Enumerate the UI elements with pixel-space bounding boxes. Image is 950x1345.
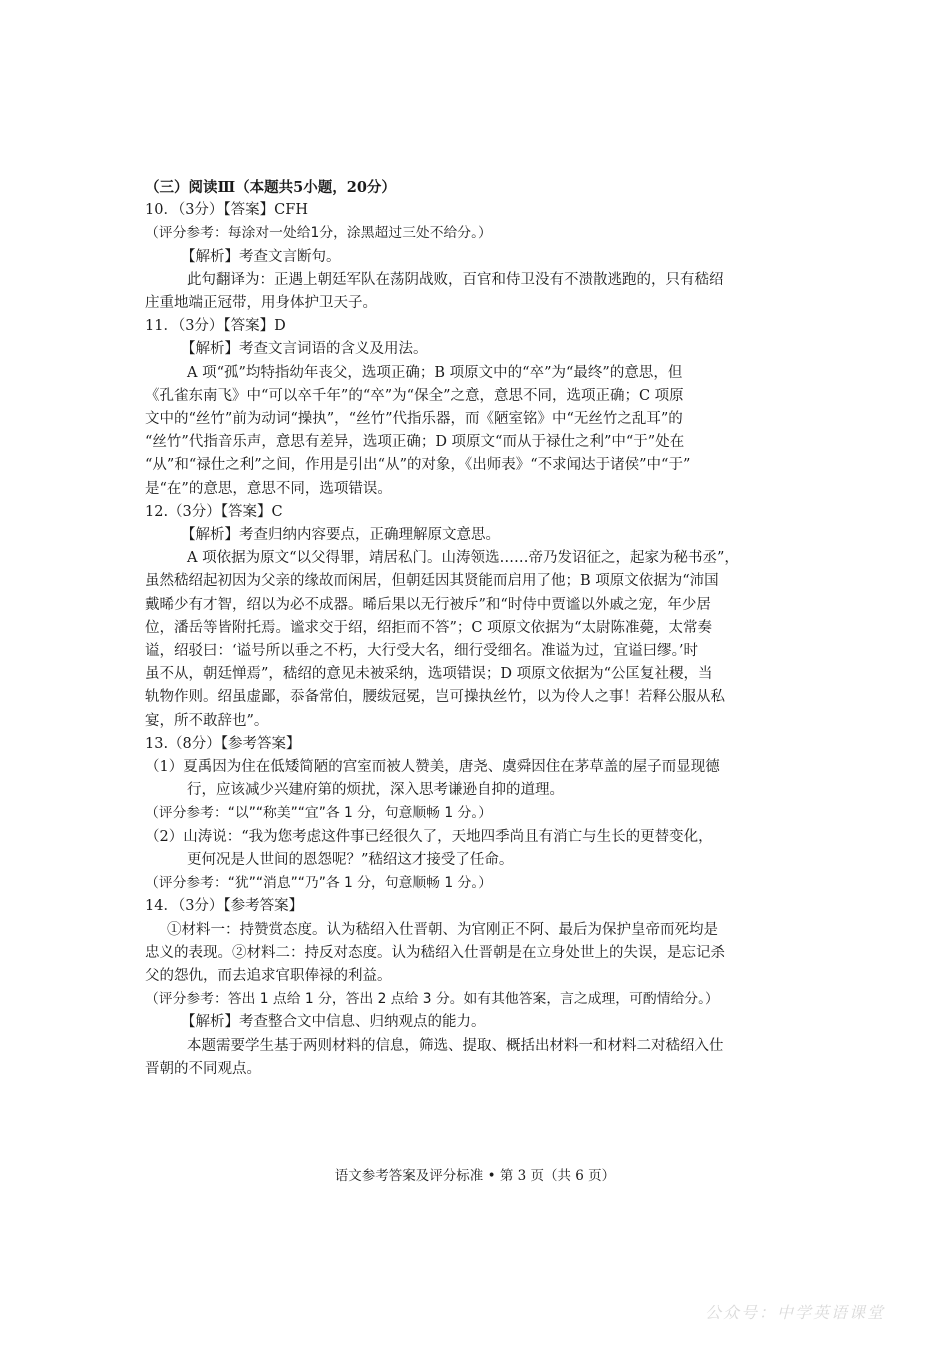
q13-scoring1: （评分参考：“以”“称美”“宜”各 1 分，句意顺畅 1 分。） (145, 805, 493, 822)
watermark: 公众号：中学英语课堂 (704, 1303, 885, 1322)
q12-line: 虽然嵇绍起初因为父亲的缘故而闲居，但朝廷因其贤能而启用了他；B 项原文依据为“沛国 (145, 573, 719, 590)
q11-line: “从”和“禄仕之利”之间，作用是引出“从”的对象，《出师表》“不求闻达于诸侯”中“于” (145, 457, 691, 474)
q10-line: 此句翻译为：正遇上朝廷军队在荡阴战败，百官和侍卫没有不溃散逃跑的，只有嵇绍 (187, 271, 724, 288)
q13-item2-line: （2）山涛说：“我为您考虑这件事已经很久了，天地四季尚且有消亡与生长的更替变化， (145, 828, 713, 845)
q13-item1-line: 行，应该减少兴建府第的烦扰，深入思考谦逊自抑的道理。 (187, 782, 564, 799)
q11-line: 是“在”的意思，意思不同，选项错误。 (145, 480, 392, 497)
q10-scoring: （评分参考：每涂对一处给1分，涂黑超过三处不给分。） (145, 225, 492, 242)
q14-tail-line: 本题需要学生基于两则材料的信息，筛选、提取、概括出材料一和材料二对嵇绍入仕 (187, 1037, 724, 1054)
q12-line: 轨物作则。绍虽虚鄙，忝备常伯，腰绂冠冕，岂可操执丝竹，以为伶人之事！若释公服从私 (145, 689, 725, 706)
q11-line: A 项“孤”均特指幼年丧父，选项正确；B 项原文中的“卒”为“最终”的意思，但 (187, 364, 683, 381)
page-footer: 语文参考答案及评分标准 • 第 3 页（共 6 页） (334, 1168, 616, 1184)
q12-line: 位，潘岳等皆附托焉。谧求交于绍，绍拒而不答”；C 项原文依据为“太尉陈准薨，太常奏 (145, 619, 713, 636)
answer-page (145, 176, 810, 1081)
q10-line: 庄重地端正冠带，用身体护卫天子。 (145, 295, 377, 312)
q14-line: ①材料一：持赞赏态度。认为嵇绍入仕晋朝、为官刚正不阿、最后为保护皇帝而死均是 (167, 921, 718, 938)
q12-analysis: 【解析】考查归纳内容要点，正确理解原文意思。 (181, 527, 500, 544)
q11-line: 《孔雀东南飞》中“可以卒千年”的“卒”为“保全”之意，意思不同，选项正确；C 项原 (145, 387, 684, 404)
q12-line: A 项依据为原文“以父得罪，靖居私门。山涛领选……帝乃发诏征之，起家为秘书丞”， (187, 550, 739, 567)
q14-scoring: （评分参考：答出 1 点给 1 分，答出 2 点给 3 分。如有其他答案，言之成理，可酌情给分。） (145, 991, 719, 1008)
q12-line: 虽不从，朝廷惮焉”，嵇绍的意见未被采纳，选项错误；D 项原文依据为“公匡复社稷，当 (145, 666, 713, 683)
q12-header: 12.（3分）【答案】C (145, 503, 283, 520)
q12-line: 谥，绍驳曰：‘谥号所以垂之不朽，大行受大名，细行受细名。准谥为过，宜谥曰缪。’时 (145, 643, 698, 660)
q12-line: 戴晞少有才智，绍以为必不成器。晞后果以无行被斥”和“时侍中贾谧以外戚之宠，年少居 (145, 596, 711, 613)
q11-line: 文中的“丝竹”前为动词“操执”，“丝竹”代指乐器，而《陋室铭》中“无丝竹之乱耳”的 (145, 411, 683, 428)
q12-line: 宴，所不敢辞也”。 (145, 712, 269, 729)
q13-item1-line: （1）夏禹因为住在低矮简陋的宫室而被人赞美，唐尧、虞舜因住在茅草盖的屋子而显现德 (145, 759, 720, 776)
q13-scoring2: （评分参考：“犹”“消息”“乃”各 1 分，句意顺畅 1 分。） (145, 875, 493, 892)
q10-analysis: 【解析】考查文言断句。 (181, 248, 341, 265)
q11-header: 11．（3分）【答案】D (145, 318, 286, 335)
q10-header: 10．（3分）【答案】CFH (145, 202, 308, 219)
q13-header: 13.（8分）【参考答案】 (145, 735, 301, 752)
q14-header: 14．（3分）【参考答案】 (145, 898, 304, 915)
q14-line: 父的怨仇，而去追求官职俸禄的利益。 (145, 967, 392, 984)
q14-line: 忠义的表现。②材料二：持反对态度。认为嵇绍入仕晋朝是在立身处世上的失误，是忘记杀 (145, 944, 725, 961)
q11-analysis: 【解析】考查文言词语的含义及用法。 (181, 341, 428, 358)
section-title: （三）阅读Ⅲ（本题共5小题，20分） (145, 179, 396, 196)
q14-analysis: 【解析】考查整合文中信息、归纳观点的能力。 (181, 1014, 486, 1031)
q14-tail-line: 晋朝的不同观点。 (145, 1060, 261, 1077)
q11-line: “丝竹”代指音乐声，意思有差异，选项正确；D 项原文“而从于禄仕之利”中“于”处在 (145, 434, 685, 451)
q13-item2-line: 更何况是人世间的恩怨呢？”嵇绍这才接受了任命。 (187, 851, 514, 868)
